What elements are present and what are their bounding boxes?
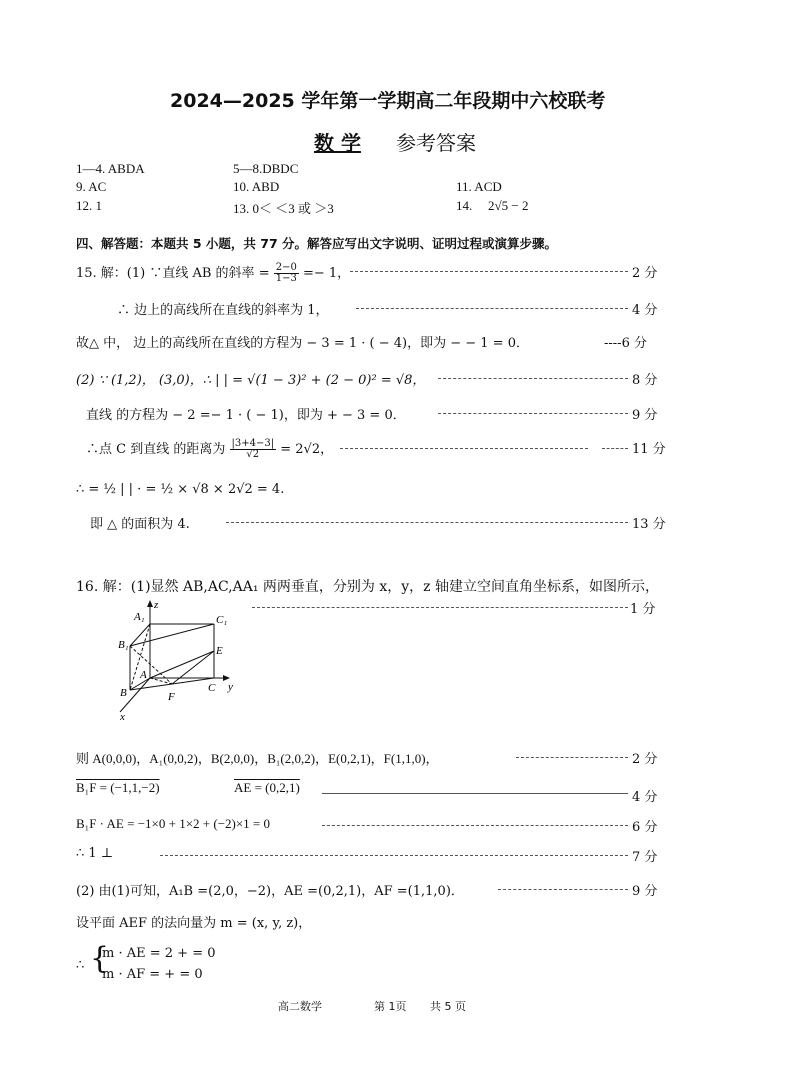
q16-vector-B1F: B₁F = (−1,1,−2) — [76, 780, 160, 795]
q16-l2-leader — [516, 757, 628, 758]
answer-key-label: 参考答案 — [396, 131, 476, 155]
q15-l6-leader — [340, 448, 588, 449]
label-A1: A₁ — [134, 611, 145, 623]
q15-l2-score: 4 分 — [632, 303, 658, 318]
q16-l1-leader — [252, 607, 628, 608]
q15-slope-num: 2−0 — [275, 262, 297, 273]
q15-l4-leader — [438, 378, 628, 379]
q16-l1-score: 1 分 — [630, 602, 656, 617]
answer-14-value: 2√5 − 2 — [488, 198, 529, 213]
q15-line1-tail: =− 1， — [302, 266, 351, 281]
q15-l6-leader2 — [602, 448, 628, 449]
prism-figure — [106, 596, 246, 724]
z-arrow — [147, 600, 153, 607]
answers-5-8: 5—8.DBDC — [233, 161, 299, 176]
q16-l6-leader — [498, 889, 628, 890]
label-x: x — [120, 711, 125, 723]
q16-line2: 则 A(0,0,0)，A₁(0,0,2)，B(2,0,0)，B₁(2,0,2)，E(0,2,1)，F(1,1,0)， — [76, 751, 439, 766]
exam-title: 2024—2025 学年第一学期高二年段期中六校联考 — [170, 90, 606, 112]
q16-system-brace: { — [90, 941, 110, 976]
q15-line8: 即 △ 的面积为 4. — [90, 517, 190, 532]
q15-l1-leader — [350, 271, 628, 272]
q15-distance-fraction — [230, 439, 277, 460]
q15-l3-score: ----6 分 — [604, 336, 647, 351]
q16-l5-leader — [160, 855, 628, 856]
label-C: C — [208, 682, 216, 694]
q15-distance-den: √2 — [246, 449, 260, 460]
q16-system-eq1: m · AE = 2 + = 0 — [102, 946, 216, 961]
label-A: A — [140, 669, 147, 681]
section-four-heading: 四、解答题：本题共 5 小题，共 77 分。解答应写出文字说明、证明过程或演算步骤。 — [76, 236, 558, 251]
q15-line5: 直线 的方程为 − 2 =− 1 · ( − 1)，即为 + − 3 = 0． — [86, 408, 406, 423]
label-y: y — [228, 681, 233, 693]
answers-1-4: 1—4. ABDA — [76, 161, 145, 176]
q15-line6-tail: = 2√2， — [280, 442, 334, 457]
label-E: E — [216, 645, 223, 657]
q15-distance-num: |3+4−3| — [231, 438, 275, 449]
q15-line3: 故△ 中， 边上的高线所在直线的方程为 − 3 = 1 · ( − 4)，即为 − − 1 = 0． — [76, 336, 529, 351]
q16-line4: B₁F · AE = −1×0 + 1×2 + (−2)×1 = 0 — [76, 816, 271, 831]
q15-slope-fraction — [274, 263, 299, 284]
edge-B1-C1 — [130, 624, 214, 646]
answer-13: 13. 0＜ ＜3 或 ＞3 — [233, 201, 334, 216]
q15-l5-leader — [438, 413, 628, 414]
q16-l6-score: 9 分 — [632, 884, 658, 899]
footer-page: 第 1页 — [374, 1000, 407, 1013]
q16-system-eq2: m · AF = + = 0 — [102, 967, 203, 982]
q16-l4-leader — [322, 825, 628, 826]
answer-14-label: 14. — [456, 198, 473, 213]
answer-10: 10. ABD — [233, 179, 280, 194]
q15-line1-text: 15. 解：(1) ∵直线 AB 的斜率 = — [76, 266, 270, 281]
q16-vector-AE: AE = (0,2,1) — [234, 780, 300, 795]
q15-l8-score: 13 分 — [632, 517, 666, 532]
q16-l3-score: 4 分 — [632, 790, 658, 805]
q15-line2: ∴ 边上的高线所在直线的斜率为 1， — [117, 303, 329, 318]
footer-subject: 高二数学 — [278, 1000, 322, 1013]
answer-9: 9. AC — [76, 179, 107, 194]
label-B: B — [120, 687, 127, 699]
q15-l8-leader — [226, 522, 628, 523]
q15-l2-leader — [356, 308, 628, 309]
answer-11: 11. ACD — [456, 179, 502, 194]
q16-l4-score: 6 分 — [632, 820, 658, 835]
q15-l1-score: 2 分 — [632, 266, 658, 281]
label-B1: B₁ — [118, 639, 129, 651]
q15-l5-score: 9 分 — [632, 408, 658, 423]
segment-A-E — [150, 651, 214, 678]
q15-l4-score: 8 分 — [632, 373, 658, 388]
q15-line7: ∴ = ½ | | · = ½ × √8 × 2√2 = 4. — [76, 482, 285, 497]
q15-slope-den: 1−3 — [275, 273, 297, 284]
q16-line6: (2) 由(1)可知，A₁B =(2,0，−2)，AE =(0,2,1)，AF =(1,1,0)． — [76, 884, 464, 899]
q15-l6-score: 11 分 — [632, 442, 666, 457]
q16-l3-leader — [322, 793, 628, 794]
q15-line1 — [76, 262, 350, 284]
label-C1: C₁ — [216, 614, 228, 626]
q16-line7: 设平面 AEF 的法向量为 m = (x, y, z)， — [76, 916, 312, 931]
q16-line1: 16. 解：(1)显然 AB,AC,AA₁ 两两垂直，分别为 x，y，z 轴建立空间直角坐标系，如图所示， — [76, 579, 659, 595]
q15-line4: (2) ∵ (1,2)， (3,0)，∴ | | = √(1 − 3)² + (2 − 0)² = √8， — [76, 373, 426, 388]
q15-line6 — [86, 438, 333, 460]
q15-line6-text: ∴点 C 到直线 的距离为 — [86, 442, 226, 457]
answer-12: 12. 1 — [76, 198, 102, 213]
q16-l2-score: 2 分 — [632, 752, 658, 767]
label-F: F — [168, 691, 175, 703]
q16-line5: ∴ 1 ⊥ — [76, 846, 114, 861]
q16-l5-score: 7 分 — [632, 850, 658, 865]
q16-therefore: ∴ — [76, 958, 85, 973]
subject-label: 数 学 — [314, 131, 361, 155]
label-z: z — [154, 599, 159, 611]
footer-total: 共 5 页 — [430, 1000, 466, 1013]
